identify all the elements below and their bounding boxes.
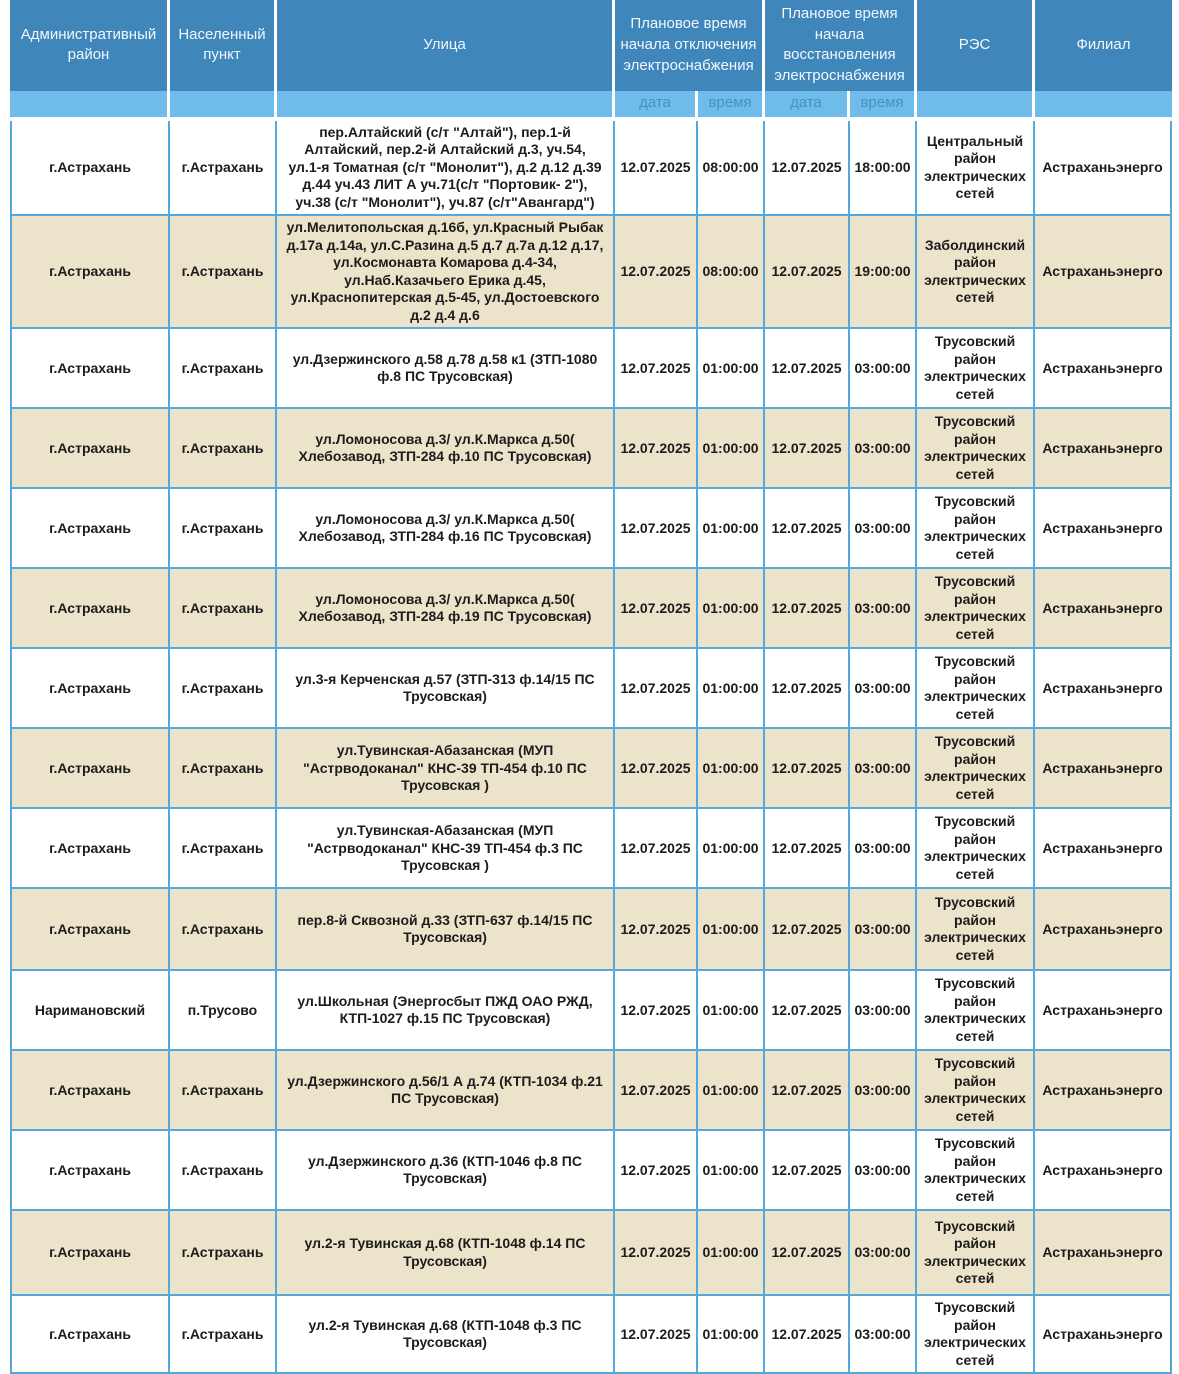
cell-street: ул.Дзержинского д.58 д.78 д.58 к1 (ЗТП-1080 ф.8 ПС Трусовская) [277,329,615,409]
subheader-street-spacer [277,91,615,121]
cell-branch: Астраханьэнерго [1035,1131,1172,1211]
cell-settlement: г.Астрахань [170,729,277,809]
table-row [10,649,1172,729]
table-header [10,0,1172,121]
cell-street: ул.Дзержинского д.56/1 А д.74 (КТП-1034 ф.21 ПС Трусовская) [277,1051,615,1131]
cell-street: ул.Ломоносова д.3/ ул.К.Маркса д.50( Хлебозавод, ЗТП-284 ф.10 ПС Трусовская) [277,409,615,489]
cell-off-time: 01:00:00 [698,489,765,569]
cell-off-time: 01:00:00 [698,329,765,409]
cell-off-time: 01:00:00 [698,649,765,729]
cell-off-time: 01:00:00 [698,1051,765,1131]
table-row [10,569,1172,649]
table-row [10,121,1172,217]
cell-settlement: г.Астрахань [170,649,277,729]
cell-branch: Астраханьэнерго [1035,409,1172,489]
cell-settlement: г.Астрахань [170,1131,277,1211]
cell-settlement: г.Астрахань [170,1051,277,1131]
cell-branch: Астраханьэнерго [1035,216,1172,329]
subheader-off-time: время [698,91,765,121]
subheader-on-time: время [850,91,917,121]
cell-res: Трусовский район электрических сетей [917,569,1035,649]
cell-district: Наримановский [10,971,170,1051]
cell-settlement: г.Астрахань [170,569,277,649]
cell-on-date: 12.07.2025 [765,1296,850,1374]
cell-branch: Астраханьэнерго [1035,121,1172,217]
col-header-district: Административный район [10,0,170,91]
cell-off-time: 01:00:00 [698,889,765,971]
cell-settlement: г.Астрахань [170,1296,277,1374]
cell-street: пер.8-й Сквозной д.33 (ЗТП-637 ф.14/15 ПС Трусовская) [277,889,615,971]
cell-on-time: 03:00:00 [850,1296,917,1374]
outage-schedule-table [10,0,1172,1374]
table-row [10,1296,1172,1374]
cell-district: г.Астрахань [10,809,170,889]
cell-street: ул.Дзержинского д.36 (КТП-1046 ф.8 ПС Трусовская) [277,1131,615,1211]
cell-off-time: 08:00:00 [698,216,765,329]
cell-off-time: 01:00:00 [698,809,765,889]
cell-off-time: 01:00:00 [698,729,765,809]
cell-off-date: 12.07.2025 [615,1296,698,1374]
cell-street: ул.Тувинская-Абазанская (МУП "Астрводоканал" КНС-39 ТП-454 ф.3 ПС Трусовская ) [277,809,615,889]
cell-district: г.Астрахань [10,729,170,809]
table-row [10,729,1172,809]
cell-on-time: 03:00:00 [850,889,917,971]
cell-off-date: 12.07.2025 [615,569,698,649]
cell-off-time: 01:00:00 [698,1296,765,1374]
cell-res: Трусовский район электрических сетей [917,409,1035,489]
table-row [10,216,1172,329]
table-row [10,489,1172,569]
cell-settlement: п.Трусово [170,971,277,1051]
cell-on-time: 03:00:00 [850,569,917,649]
cell-on-date: 12.07.2025 [765,569,850,649]
cell-branch: Астраханьэнерго [1035,649,1172,729]
outage-table-body [10,121,1172,1374]
cell-res: Центральный район электрических сетей [917,121,1035,217]
cell-street: ул.3-я Керченская д.57 (ЗТП-313 ф.14/15 ПС Трусовская) [277,649,615,729]
cell-off-date: 12.07.2025 [615,649,698,729]
cell-settlement: г.Астрахань [170,409,277,489]
col-header-res: РЭС [917,0,1035,91]
subheader-settlement-spacer [170,91,277,121]
cell-street: ул.2-я Тувинская д.68 (КТП-1048 ф.3 ПС Трусовская) [277,1296,615,1374]
subheader-district-spacer [10,91,170,121]
cell-on-date: 12.07.2025 [765,729,850,809]
cell-on-time: 03:00:00 [850,409,917,489]
cell-on-date: 12.07.2025 [765,649,850,729]
cell-res: Трусовский район электрических сетей [917,1296,1035,1374]
cell-off-date: 12.07.2025 [615,329,698,409]
table-row [10,809,1172,889]
table-row [10,1051,1172,1131]
col-header-settlement: Населенный пункт [170,0,277,91]
col-group-restore-start: Плановое время начала восстановления электроснабжения [765,0,917,91]
cell-settlement: г.Астрахань [170,809,277,889]
cell-district: г.Астрахань [10,409,170,489]
cell-off-date: 12.07.2025 [615,216,698,329]
cell-district: г.Астрахань [10,889,170,971]
cell-settlement: г.Астрахань [170,216,277,329]
cell-branch: Астраханьэнерго [1035,489,1172,569]
cell-on-date: 12.07.2025 [765,1131,850,1211]
cell-res: Трусовский район электрических сетей [917,1131,1035,1211]
cell-on-date: 12.07.2025 [765,121,850,217]
subheader-branch-spacer [1035,91,1172,121]
cell-off-date: 12.07.2025 [615,489,698,569]
cell-on-date: 12.07.2025 [765,489,850,569]
cell-settlement: г.Астрахань [170,121,277,217]
cell-branch: Астраханьэнерго [1035,729,1172,809]
cell-street: ул.Тувинская-Абазанская (МУП "Астрводоканал" КНС-39 ТП-454 ф.10 ПС Трусовская ) [277,729,615,809]
cell-off-time: 01:00:00 [698,1211,765,1296]
cell-res: Трусовский район электрических сетей [917,1211,1035,1296]
cell-res: Трусовский район электрических сетей [917,889,1035,971]
subheader-off-date: дата [615,91,698,121]
cell-on-date: 12.07.2025 [765,329,850,409]
table-row [10,1211,1172,1296]
cell-district: г.Астрахань [10,216,170,329]
cell-on-date: 12.07.2025 [765,971,850,1051]
cell-branch: Астраханьэнерго [1035,889,1172,971]
cell-res: Трусовский район электрических сетей [917,489,1035,569]
table-row [10,1131,1172,1211]
cell-on-time: 03:00:00 [850,489,917,569]
cell-on-time: 03:00:00 [850,1131,917,1211]
cell-res: Трусовский район электрических сетей [917,971,1035,1051]
cell-on-date: 12.07.2025 [765,889,850,971]
cell-settlement: г.Астрахань [170,889,277,971]
header-row-sub [10,91,1172,121]
cell-settlement: г.Астрахань [170,1211,277,1296]
cell-street: ул.Мелитопольская д.16б, ул.Красный Рыбак д.17а д.14а, ул.С.Разина д.5 д.7 д.7а д.12 д.17, ул.Космонавта Комарова д.4-34, ул.Наб.Казачьего Ерика д.45, ул.Краснопитерская д.5-45, ул.Достоевского д.2 д.4 д.6 [277,216,615,329]
table-row [10,329,1172,409]
cell-settlement: г.Астрахань [170,329,277,409]
cell-res: Трусовский район электрических сетей [917,1051,1035,1131]
cell-street: ул.Школьная (Энергосбыт ПЖД ОАО РЖД, КТП-1027 ф.15 ПС Трусовская) [277,971,615,1051]
cell-district: г.Астрахань [10,649,170,729]
cell-on-time: 03:00:00 [850,649,917,729]
cell-on-date: 12.07.2025 [765,409,850,489]
cell-on-time: 19:00:00 [850,216,917,329]
cell-branch: Астраханьэнерго [1035,329,1172,409]
cell-district: г.Астрахань [10,1051,170,1131]
cell-off-time: 01:00:00 [698,569,765,649]
cell-off-date: 12.07.2025 [615,971,698,1051]
cell-on-time: 18:00:00 [850,121,917,217]
subheader-on-date: дата [765,91,850,121]
cell-res: Заболдинский район электрических сетей [917,216,1035,329]
cell-res: Трусовский район электрических сетей [917,649,1035,729]
cell-on-date: 12.07.2025 [765,216,850,329]
col-header-branch: Филиал [1035,0,1172,91]
cell-branch: Астраханьэнерго [1035,569,1172,649]
cell-street: ул.2-я Тувинская д.68 (КТП-1048 ф.14 ПС Трусовская) [277,1211,615,1296]
subheader-res-spacer [917,91,1035,121]
cell-off-date: 12.07.2025 [615,889,698,971]
cell-district: г.Астрахань [10,569,170,649]
cell-branch: Астраханьэнерго [1035,1296,1172,1374]
cell-district: г.Астрахань [10,121,170,217]
cell-off-date: 12.07.2025 [615,729,698,809]
cell-res: Трусовский район электрических сетей [917,329,1035,409]
cell-res: Трусовский район электрических сетей [917,809,1035,889]
cell-district: г.Астрахань [10,1296,170,1374]
cell-settlement: г.Астрахань [170,489,277,569]
cell-district: г.Астрахань [10,329,170,409]
cell-on-time: 03:00:00 [850,809,917,889]
cell-branch: Астраханьэнерго [1035,809,1172,889]
cell-on-time: 03:00:00 [850,971,917,1051]
cell-off-date: 12.07.2025 [615,809,698,889]
cell-on-time: 03:00:00 [850,329,917,409]
cell-res: Трусовский район электрических сетей [917,729,1035,809]
table-row [10,971,1172,1051]
col-header-street: Улица [277,0,615,91]
cell-off-date: 12.07.2025 [615,1131,698,1211]
cell-branch: Астраханьэнерго [1035,1211,1172,1296]
table-row [10,409,1172,489]
cell-on-time: 03:00:00 [850,729,917,809]
cell-on-time: 03:00:00 [850,1051,917,1131]
cell-off-time: 01:00:00 [698,409,765,489]
cell-district: г.Астрахань [10,1131,170,1211]
cell-off-time: 01:00:00 [698,971,765,1051]
cell-off-time: 08:00:00 [698,121,765,217]
cell-street: ул.Ломоносова д.3/ ул.К.Маркса д.50( Хлебозавод, ЗТП-284 ф.16 ПС Трусовская) [277,489,615,569]
table-row [10,889,1172,971]
cell-on-time: 03:00:00 [850,1211,917,1296]
cell-on-date: 12.07.2025 [765,1211,850,1296]
col-group-outage-start: Плановое время начала отключения электроснабжения [615,0,765,91]
cell-on-date: 12.07.2025 [765,809,850,889]
cell-branch: Астраханьэнерго [1035,971,1172,1051]
cell-off-time: 01:00:00 [698,1131,765,1211]
cell-off-date: 12.07.2025 [615,1211,698,1296]
cell-district: г.Астрахань [10,1211,170,1296]
cell-street: ул.Ломоносова д.3/ ул.К.Маркса д.50( Хлебозавод, ЗТП-284 ф.19 ПС Трусовская) [277,569,615,649]
cell-off-date: 12.07.2025 [615,409,698,489]
cell-off-date: 12.07.2025 [615,1051,698,1131]
header-row-main [10,0,1172,91]
cell-off-date: 12.07.2025 [615,121,698,217]
cell-on-date: 12.07.2025 [765,1051,850,1131]
cell-district: г.Астрахань [10,489,170,569]
cell-branch: Астраханьэнерго [1035,1051,1172,1131]
cell-street: пер.Алтайский (с/т "Алтай"), пер.1-й Алтайский, пер.2-й Алтайский д.3, уч.54, ул.1-я Томатная (с/т "Монолит"), д.2 д.12 д.39 д.44 уч.43 ЛИТ А уч.71(с/т "Портовик- 2"), уч.38 (с/т "Монолит"), уч.87 (с/т"Авангард") [277,121,615,217]
